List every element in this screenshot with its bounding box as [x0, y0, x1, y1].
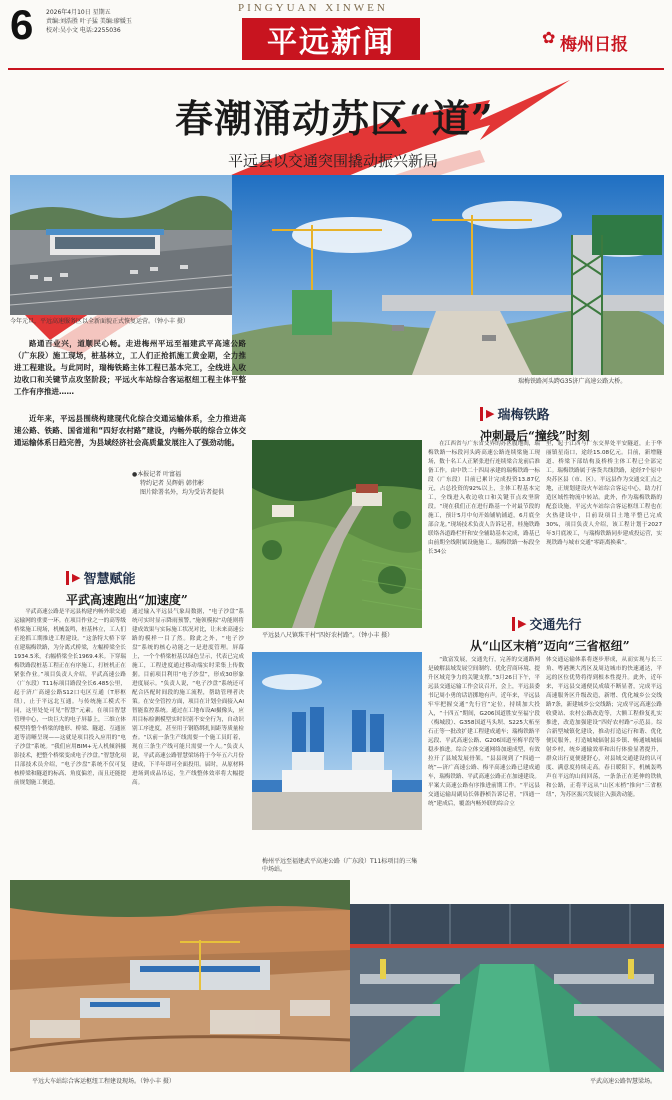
caption-mixing-station: 梅州平远至福建武平高速公路（广东段）T11标项目的三集中场站。	[262, 858, 418, 873]
caption-service-area: 今年元旦，平远高速服务区以全新面貌正式恢复运营。（钟小丰 摄）	[10, 318, 189, 325]
caption-railway-bridge: 瑞梅铁路河头跨G35济广高速公路大桥。	[518, 378, 627, 385]
caption-station-construction: 平远大车站综合客运枢纽工程建设现场。（钟小丰 摄）	[32, 1078, 175, 1085]
section-transport-col2: 体交通运输体系将逐步形成，从而实现与长三角、粤港澳大湾区及周边城市的快速通达，平远的区位优势将得到根本性提升。此外，近年来，平远县交通便民成绩不断显著，完成平远高速服务区升级改造，新增、优化城乡公交线路7条，新建城乡公交线路；完成平远高速公路收费站、农村公路改造等，大额工程修复扎实推进，改造加强建设“四好农村路”示范县。综合新型城镇化建设，推动打造运行和谐、优化便民服务，打造城城辐射县乡镇、畅通城城辐射乡村，统乡通输效率和出行体验显著提升，群众出行更便捷舒心，对县域交通建设的认可度、满意度持续走高。春日暖阳下，机械轰鸣声在平远的山间回荡，一条条正在延伸的铁轨和公路，正将平远从“山区末梢”推向“三省枢纽”，为苏区振兴发展注入强劲动能。	[546, 657, 662, 798]
caption-beam-yard: 平武高速公路智慧梁场。	[590, 1078, 657, 1085]
caption-rural-road: 平远县八尺镇珠干村“四好农村路”。（钟小丰 摄）	[262, 632, 394, 639]
section-transport-subtitle: 从“山区末梢”迈向“三省枢纽”	[470, 639, 630, 653]
section-title-box	[242, 18, 420, 60]
byline-correspondent: 特约记者 吴辉娟 韩伟彬	[140, 480, 204, 487]
section-smart-col2: 通过输入平远县气象局数据，“电子沙盘”系统可实时显示降雨预警，”施领模拟“功能则将建成效果与实际施工状况对比，让未来高速公路的模样一目了然。除此之外，“电子沙盘”系统的核心功能之一是进度管理。屏幕上，一个个桥梁桩基以绿色呈示，代表已完成施工，工程进度通过移动端实时采集上传数据。目前项目利用“电子沙盘”，形成30形象进度展示。“负责人说，“电子沙盘”系统还可配合匹配时间段的施工流程，帮助管理者决策。在安全管控方面，项目在计划全面接入AI智能监控系统。通过在工地布设AI摄像头，应用目标检测模型实时识别不安全行为，自动识别工序进度，甚至用于钢筋绑扎间距等质量检查。“以前一条生产线需要一个施工员盯着，现在三条生产线可能只需要一个人。”负责人说，平武高速公路智慧梁场将于今年五六月份建成，下半年即可全面投用。届时，从原材料进场到成品吊运，生产线整体效率将大幅提高。	[132, 609, 244, 786]
page-number: 6	[10, 1, 34, 48]
byline-photo-credit: 图片除署名外，均为受访者提供	[140, 489, 225, 496]
section-transport-title: 交通先行	[529, 618, 582, 633]
intro-paragraph-1: 路通百业兴，道顺民心畅。走进梅州平远至福建武平高速公路（广东段）施工现场，桩基林立，工人们正抢抓施工黄金期，全力推进工程建设。与此同时，瑞梅铁路主体工程已基本完工，全线进入收边收口和关键节点攻坚阶段；平远火车站综合客运枢纽工程主体平整工作有序推进……	[14, 339, 246, 396]
sub-headline: 平远县以交通突围撬动振兴新局	[228, 152, 439, 170]
masthead-meta	[46, 8, 246, 35]
section-smart-subtitle: 平武高速跑出“加速度”	[66, 593, 188, 607]
section-ruimei-title: 瑞梅铁路	[497, 408, 550, 423]
section-smart-col1: 平武高速公路是平远县构建内畅外联交通运输网的重要一环。在项目作业之一的高等级桥梁施工现场，机械轰鸣，桩基林立，工人们正抢抓工期推进工程建设。“这条特大桥下穿在建瑞梅铁路，为分离式桥梁，左幅桥梁全长1934.5米，右幅桥梁全长1969.4米。下穿瑞梅铁路段桩基工程正在有序施工，打桩机正在紧张作业。”项目负责人介绍，平武高速公路（广东段）T11标项目路段全长6.485公里，起于济广高速公路S12口屯区互通（T形枢纽），止于平远北互通。与传统施工模式不同，这里处处可见“智慧”元素。在项目智慧管理中心，一块巨大的电子屏幕上，三维立体模型将整个桥梁的地形、桥梁、隧道、互通匝道等清晰呈现——这就是项目投入应用的“电子沙盘”系统。“我们应用BIM+无人机倾斜摄影技术，把整个桥梁变成电子沙盘。”智慧化项目部技术员介绍，“电子沙盘”系统不仅可复核桥梁和隧道的标高、角度偏差，而且还能提前规划施工便道。	[14, 609, 126, 786]
newspaper-name: 梅州日报	[560, 35, 628, 55]
photo-rural-road	[252, 440, 422, 628]
byline-reporter: ●本报记者 叶富福	[132, 471, 182, 478]
photo-railway-bridge	[232, 175, 664, 375]
proof-line: 校对:吴小文 电话:2255036	[46, 27, 121, 34]
section-transport-header: ▶ 交通先行 从“山区末梢”迈向“三省枢纽”	[470, 614, 666, 654]
byline	[132, 470, 250, 497]
photo-station-construction	[10, 880, 350, 1072]
date-line: 2026年4月10日 星期五	[46, 9, 111, 16]
section-ruimei-subtitle: 冲刺最后“撞线”时刻	[480, 429, 590, 443]
main-headline: 春潮涌动苏区“道”	[175, 96, 494, 141]
section-ruimei-col1: 在江西省与广东省交界的苏区腹地间，瑞梅铁路一标段河头跨高速公路连续梁施工现场，数十名工人正紧张进行连续梁合龙前后准备工作。由中铁二十四局承建的瑞梅铁路一标段（广东段）目前已累计完成投资13.87亿元，占总投资的92%以上，主体工程基本完工，全线进入收边收口和关键节点攻坚阶段。“现在我们正在进行路基一个对最节段的施工，预计5月中旬开始铺轨铺道，6月底全部合龙。”现场技术负责人告诉记者，桂施铁路联络各道路栏杆和安全辅助基本完成，路基已由前期全线附属设施施工。瑞梅铁路一标段全长34公	[428, 441, 540, 555]
section-pinyin: PINGYUAN XINWEN	[238, 2, 388, 14]
newspaper-logo-icon: ✿	[542, 28, 556, 47]
photo-beam-yard	[350, 904, 664, 1072]
section-title: 平远新闻	[267, 25, 395, 60]
section-transport-col1: “致富发展，交通先行，完善的交通路网是破解县域发展空间制约、优化营商环境、提升区域竞争力的关键支撑。”3月26日下午，平远县交通运输工作会议召开，会上，平远县委书记周小勇的话语掷地有声。近年来，平远县牢牢把握交通“先行官”定位，持续加大投入，“十四五”期间，G206国道胜安至福宁段（梅城段）、G358国道马头坝、S225大柘至石正等一批改扩建工程建成通车；瑞梅铁路平远段、平武高速公路、G206国道至梅平段等稳步推进。综合立体交通网络加速成型，有效拉开了县域发展骨架。“县县现到了”四通一统”—济广高速公路、梅平高速公路已建成通车，瑞梅铁路、平武高速公路正在加速建设。平案大高速公路有序推进前期工作。“平远县交通运输局副局长韩静桢告诉记者，“四通一统”建成后，覆盖内畅外联的综合立	[428, 657, 540, 807]
editor-line: 责编:刘浩胜 叶子猛 美编:廖媛玉	[46, 18, 132, 25]
section-ruimei-col2: 里，起于江西与广东交界处平安隧道，止于华丽镇星南口，途经15.08亿元。目前，新增隧道、桥梁下部结构及桥桥主体工程已全部完工。瑞梅铁路属于客货共线铁路，途经7个原中央苏区县（市、区）。平远县作为交通交汇点之地，正规划建设火车站综合客运中心，助力打造区域性物流中转站。此外，作为瑞梅铁路的配套设施，平远火车站综合客运枢纽工程也在火热建设中，目前设项目土地平整已完成30%，项目负责人介绍，该工程计划于2027年3月底竣工，与瑞梅铁路同步建成投运营，实现铁路与城市交通“零距离换乘”。	[546, 441, 662, 546]
section-ruimei-header: ▶ 瑞梅铁路 冲刺最后“撞线”时刻	[480, 404, 660, 444]
section-smart-title: 智慧赋能	[83, 572, 136, 587]
photo-service-area	[10, 175, 232, 315]
section-smart-header: ▶ 智慧赋能 平武高速跑出“加速度”	[66, 568, 226, 608]
photo-mixing-station	[252, 652, 422, 830]
intro-paragraph-2: 近年来，平远县围绕构建现代化综合交通运输体系，全力推进高速公路、铁路、国省道和“四好农村路”建设，内畅外联的综合立体交通运输体系日趋完善，为县域经济社会高质量发展注入了强劲动能。	[14, 414, 246, 447]
